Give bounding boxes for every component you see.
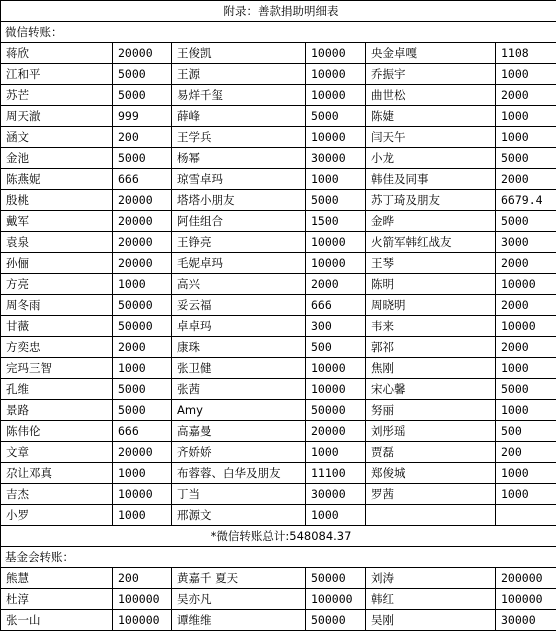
donation-amount: 1000	[496, 106, 556, 127]
donation-amount: 50000	[113, 316, 172, 337]
donor-name: 毛妮卓玛	[172, 253, 306, 274]
donor-name: 方奕忠	[1, 337, 113, 358]
donation-amount: 1000	[113, 358, 172, 379]
donor-name: 卓卓玛	[172, 316, 306, 337]
donor-name: 齐娇娇	[172, 442, 306, 463]
donor-name: 邢源文	[172, 505, 306, 526]
donation-amount: 100000	[113, 589, 172, 610]
donation-amount: 2000	[496, 253, 556, 274]
donation-amount: 10000	[113, 484, 172, 505]
table-row	[1, 379, 556, 400]
donation-amount: 6679.4	[496, 190, 556, 211]
wechat-total-row	[1, 526, 556, 547]
donation-amount: 10000	[496, 316, 556, 337]
fund-section-row	[1, 547, 556, 568]
donation-amount: 20000	[113, 211, 172, 232]
donation-amount: 50000	[113, 295, 172, 316]
donor-name: 王俊凯	[172, 43, 306, 64]
donation-amount: 1000	[496, 64, 556, 85]
donation-amount: 10000	[306, 85, 366, 106]
donation-amount: 1000	[496, 358, 556, 379]
donation-amount: 1000	[496, 463, 556, 484]
donation-amount: 10000	[306, 64, 366, 85]
table-row	[1, 442, 556, 463]
table-row	[1, 316, 556, 337]
donation-amount: 10000	[496, 274, 556, 295]
donor-name: 金晔	[366, 211, 496, 232]
donation-amount: 20000	[113, 442, 172, 463]
donor-name: 景路	[1, 400, 113, 421]
donation-amount: 100000	[113, 610, 172, 631]
donor-name: 小龙	[366, 148, 496, 169]
donor-name: 袁泉	[1, 232, 113, 253]
donor-name: 阿佳组合	[172, 211, 306, 232]
table-row	[1, 211, 556, 232]
donor-name: 黄嘉千 夏天	[172, 568, 306, 589]
donor-name: 陈明	[366, 274, 496, 295]
wechat-total: *微信转账总计:548084.37	[1, 526, 556, 547]
donation-amount: 5000	[496, 148, 556, 169]
table-row	[1, 610, 556, 631]
donation-amount: 5000	[113, 379, 172, 400]
donor-name: 苏芒	[1, 85, 113, 106]
donation-amount: 10000	[306, 127, 366, 148]
donor-name: 谭维维	[172, 610, 306, 631]
donor-name: 蒋欣	[1, 43, 113, 64]
donation-amount: 1108	[496, 43, 556, 64]
donor-name: 罗茜	[366, 484, 496, 505]
donor-name: 孔维	[1, 379, 113, 400]
donation-amount: 1500	[306, 211, 366, 232]
donor-name: 殷桃	[1, 190, 113, 211]
table-row	[1, 400, 556, 421]
donation-amount: 20000	[113, 43, 172, 64]
donor-name: 王铮亮	[172, 232, 306, 253]
donation-amount: 100000	[496, 589, 556, 610]
donation-amount: 5000	[113, 64, 172, 85]
donation-amount: 200	[113, 127, 172, 148]
donor-name	[366, 505, 496, 526]
donor-name: 韩佳及同事	[366, 169, 496, 190]
donor-name: 贾磊	[366, 442, 496, 463]
donor-name: 宋心馨	[366, 379, 496, 400]
donor-name: 陈婕	[366, 106, 496, 127]
table-row	[1, 43, 556, 64]
table-row	[1, 253, 556, 274]
donation-amount: 666	[113, 169, 172, 190]
donor-name: 塔塔小朋友	[172, 190, 306, 211]
title-row	[1, 1, 556, 22]
donation-amount: 5000	[496, 211, 556, 232]
donor-name: 陈伟伦	[1, 421, 113, 442]
donor-name: 丁当	[172, 484, 306, 505]
donation-amount: 2000	[496, 169, 556, 190]
donation-amount: 2000	[496, 295, 556, 316]
donor-name: 周天澈	[1, 106, 113, 127]
donation-amount: 1000	[496, 127, 556, 148]
table-row	[1, 106, 556, 127]
donor-name: 薛峰	[172, 106, 306, 127]
table-row	[1, 337, 556, 358]
donation-amount: 5000	[306, 190, 366, 211]
donor-name: 闫天午	[366, 127, 496, 148]
donor-name: 琼雪卓玛	[172, 169, 306, 190]
donor-name: 孙俪	[1, 253, 113, 274]
donor-name: 吉杰	[1, 484, 113, 505]
donor-name: 戴军	[1, 211, 113, 232]
donation-amount: 30000	[306, 484, 366, 505]
table-row	[1, 484, 556, 505]
donor-name: 郭祁	[366, 337, 496, 358]
table-row	[1, 169, 556, 190]
donor-name: 康珠	[172, 337, 306, 358]
donation-amount: 5000	[113, 85, 172, 106]
donor-name: 火箭军韩红战友	[366, 232, 496, 253]
donor-name: 刘彤瑶	[366, 421, 496, 442]
donor-name: 陈燕妮	[1, 169, 113, 190]
donor-name: 苏丁琦及朋友	[366, 190, 496, 211]
donor-name: 杜淳	[1, 589, 113, 610]
donor-name: 小罗	[1, 505, 113, 526]
donation-amount: 1000	[113, 274, 172, 295]
donor-name: Amy	[172, 400, 306, 421]
table-row	[1, 190, 556, 211]
donation-amount: 1000	[306, 169, 366, 190]
donation-amount: 200000	[496, 568, 556, 589]
donor-name: 焦刚	[366, 358, 496, 379]
table-row	[1, 64, 556, 85]
donation-amount: 500	[496, 421, 556, 442]
donor-name: 郑俊城	[366, 463, 496, 484]
donor-name: 曲世松	[366, 85, 496, 106]
donor-name: 杨幂	[172, 148, 306, 169]
donation-amount: 2000	[306, 274, 366, 295]
donor-name: 刘涛	[366, 568, 496, 589]
donor-name: 完玛三智	[1, 358, 113, 379]
donor-name: 央金卓嘎	[366, 43, 496, 64]
donation-amount: 1000	[113, 463, 172, 484]
donation-amount	[496, 505, 556, 526]
donor-name: 周晓明	[366, 295, 496, 316]
table-row	[1, 295, 556, 316]
donor-name: 甘薇	[1, 316, 113, 337]
donor-name: 张一山	[1, 610, 113, 631]
donation-amount: 666	[113, 421, 172, 442]
donation-amount: 20000	[113, 190, 172, 211]
donation-amount: 30000	[306, 148, 366, 169]
donation-amount: 3000	[496, 232, 556, 253]
donor-name: 文章	[1, 442, 113, 463]
table-row	[1, 232, 556, 253]
donor-name: 王源	[172, 64, 306, 85]
donor-name: 乔振宇	[366, 64, 496, 85]
donation-amount: 10000	[306, 358, 366, 379]
donation-amount: 300	[306, 316, 366, 337]
donation-amount: 11100	[306, 463, 366, 484]
table-row	[1, 148, 556, 169]
donor-name: 金池	[1, 148, 113, 169]
table-row	[1, 85, 556, 106]
donor-name: 易烊千玺	[172, 85, 306, 106]
table-row	[1, 274, 556, 295]
donor-name: 王学兵	[172, 127, 306, 148]
table-row	[1, 505, 556, 526]
donor-name: 张茜	[172, 379, 306, 400]
fund-section-header: 基金会转账：	[1, 547, 556, 568]
donation-amount: 1000	[496, 400, 556, 421]
table-title: 附录：善款捐助明细表	[1, 1, 556, 22]
donor-name: 张卫健	[172, 358, 306, 379]
donation-amount: 2000	[496, 337, 556, 358]
donation-amount: 50000	[306, 400, 366, 421]
table-row	[1, 127, 556, 148]
donor-name: 高兴	[172, 274, 306, 295]
donation-amount: 1000	[306, 442, 366, 463]
donor-name: 妥云福	[172, 295, 306, 316]
donor-name: 韦来	[366, 316, 496, 337]
donation-amount: 20000	[306, 421, 366, 442]
table-row	[1, 358, 556, 379]
donor-name: 周冬雨	[1, 295, 113, 316]
donor-name: 方亮	[1, 274, 113, 295]
donation-amount: 10000	[306, 253, 366, 274]
donor-name: 韩红	[366, 589, 496, 610]
donation-amount: 50000	[306, 568, 366, 589]
donation-amount: 1000	[306, 505, 366, 526]
donation-amount: 10000	[306, 379, 366, 400]
donation-amount: 2000	[113, 337, 172, 358]
donation-amount: 1000	[496, 484, 556, 505]
table-row	[1, 463, 556, 484]
donation-amount: 5000	[496, 379, 556, 400]
donation-amount: 666	[306, 295, 366, 316]
donation-amount: 5000	[113, 400, 172, 421]
table-row	[1, 421, 556, 442]
table-row	[1, 589, 556, 610]
donation-amount: 30000	[496, 610, 556, 631]
donor-name: 熊慧	[1, 568, 113, 589]
donation-amount: 999	[113, 106, 172, 127]
donor-name: 吴刚	[366, 610, 496, 631]
donor-name: 王琴	[366, 253, 496, 274]
donation-amount: 10000	[306, 232, 366, 253]
wechat-section-row	[1, 22, 556, 43]
donation-amount: 10000	[306, 43, 366, 64]
donation-amount: 50000	[306, 610, 366, 631]
donation-amount: 2000	[496, 85, 556, 106]
donor-name: 涵文	[1, 127, 113, 148]
donor-name: 吴亦凡	[172, 589, 306, 610]
donation-amount: 200	[496, 442, 556, 463]
donor-name: 江和平	[1, 64, 113, 85]
donor-name: 尕让邓真	[1, 463, 113, 484]
donation-amount: 20000	[113, 232, 172, 253]
donation-amount: 1000	[113, 505, 172, 526]
donation-amount: 5000	[113, 148, 172, 169]
table-row	[1, 568, 556, 589]
donor-name: 高嘉曼	[172, 421, 306, 442]
donor-name: 努丽	[366, 400, 496, 421]
wechat-section-header: 微信转账：	[1, 22, 556, 43]
donation-amount: 5000	[306, 106, 366, 127]
donation-amount: 200	[113, 568, 172, 589]
donation-amount: 100000	[306, 589, 366, 610]
donation-amount: 500	[306, 337, 366, 358]
donation-amount: 20000	[113, 253, 172, 274]
donor-name: 布蓉蓉、白华及朋友	[172, 463, 306, 484]
